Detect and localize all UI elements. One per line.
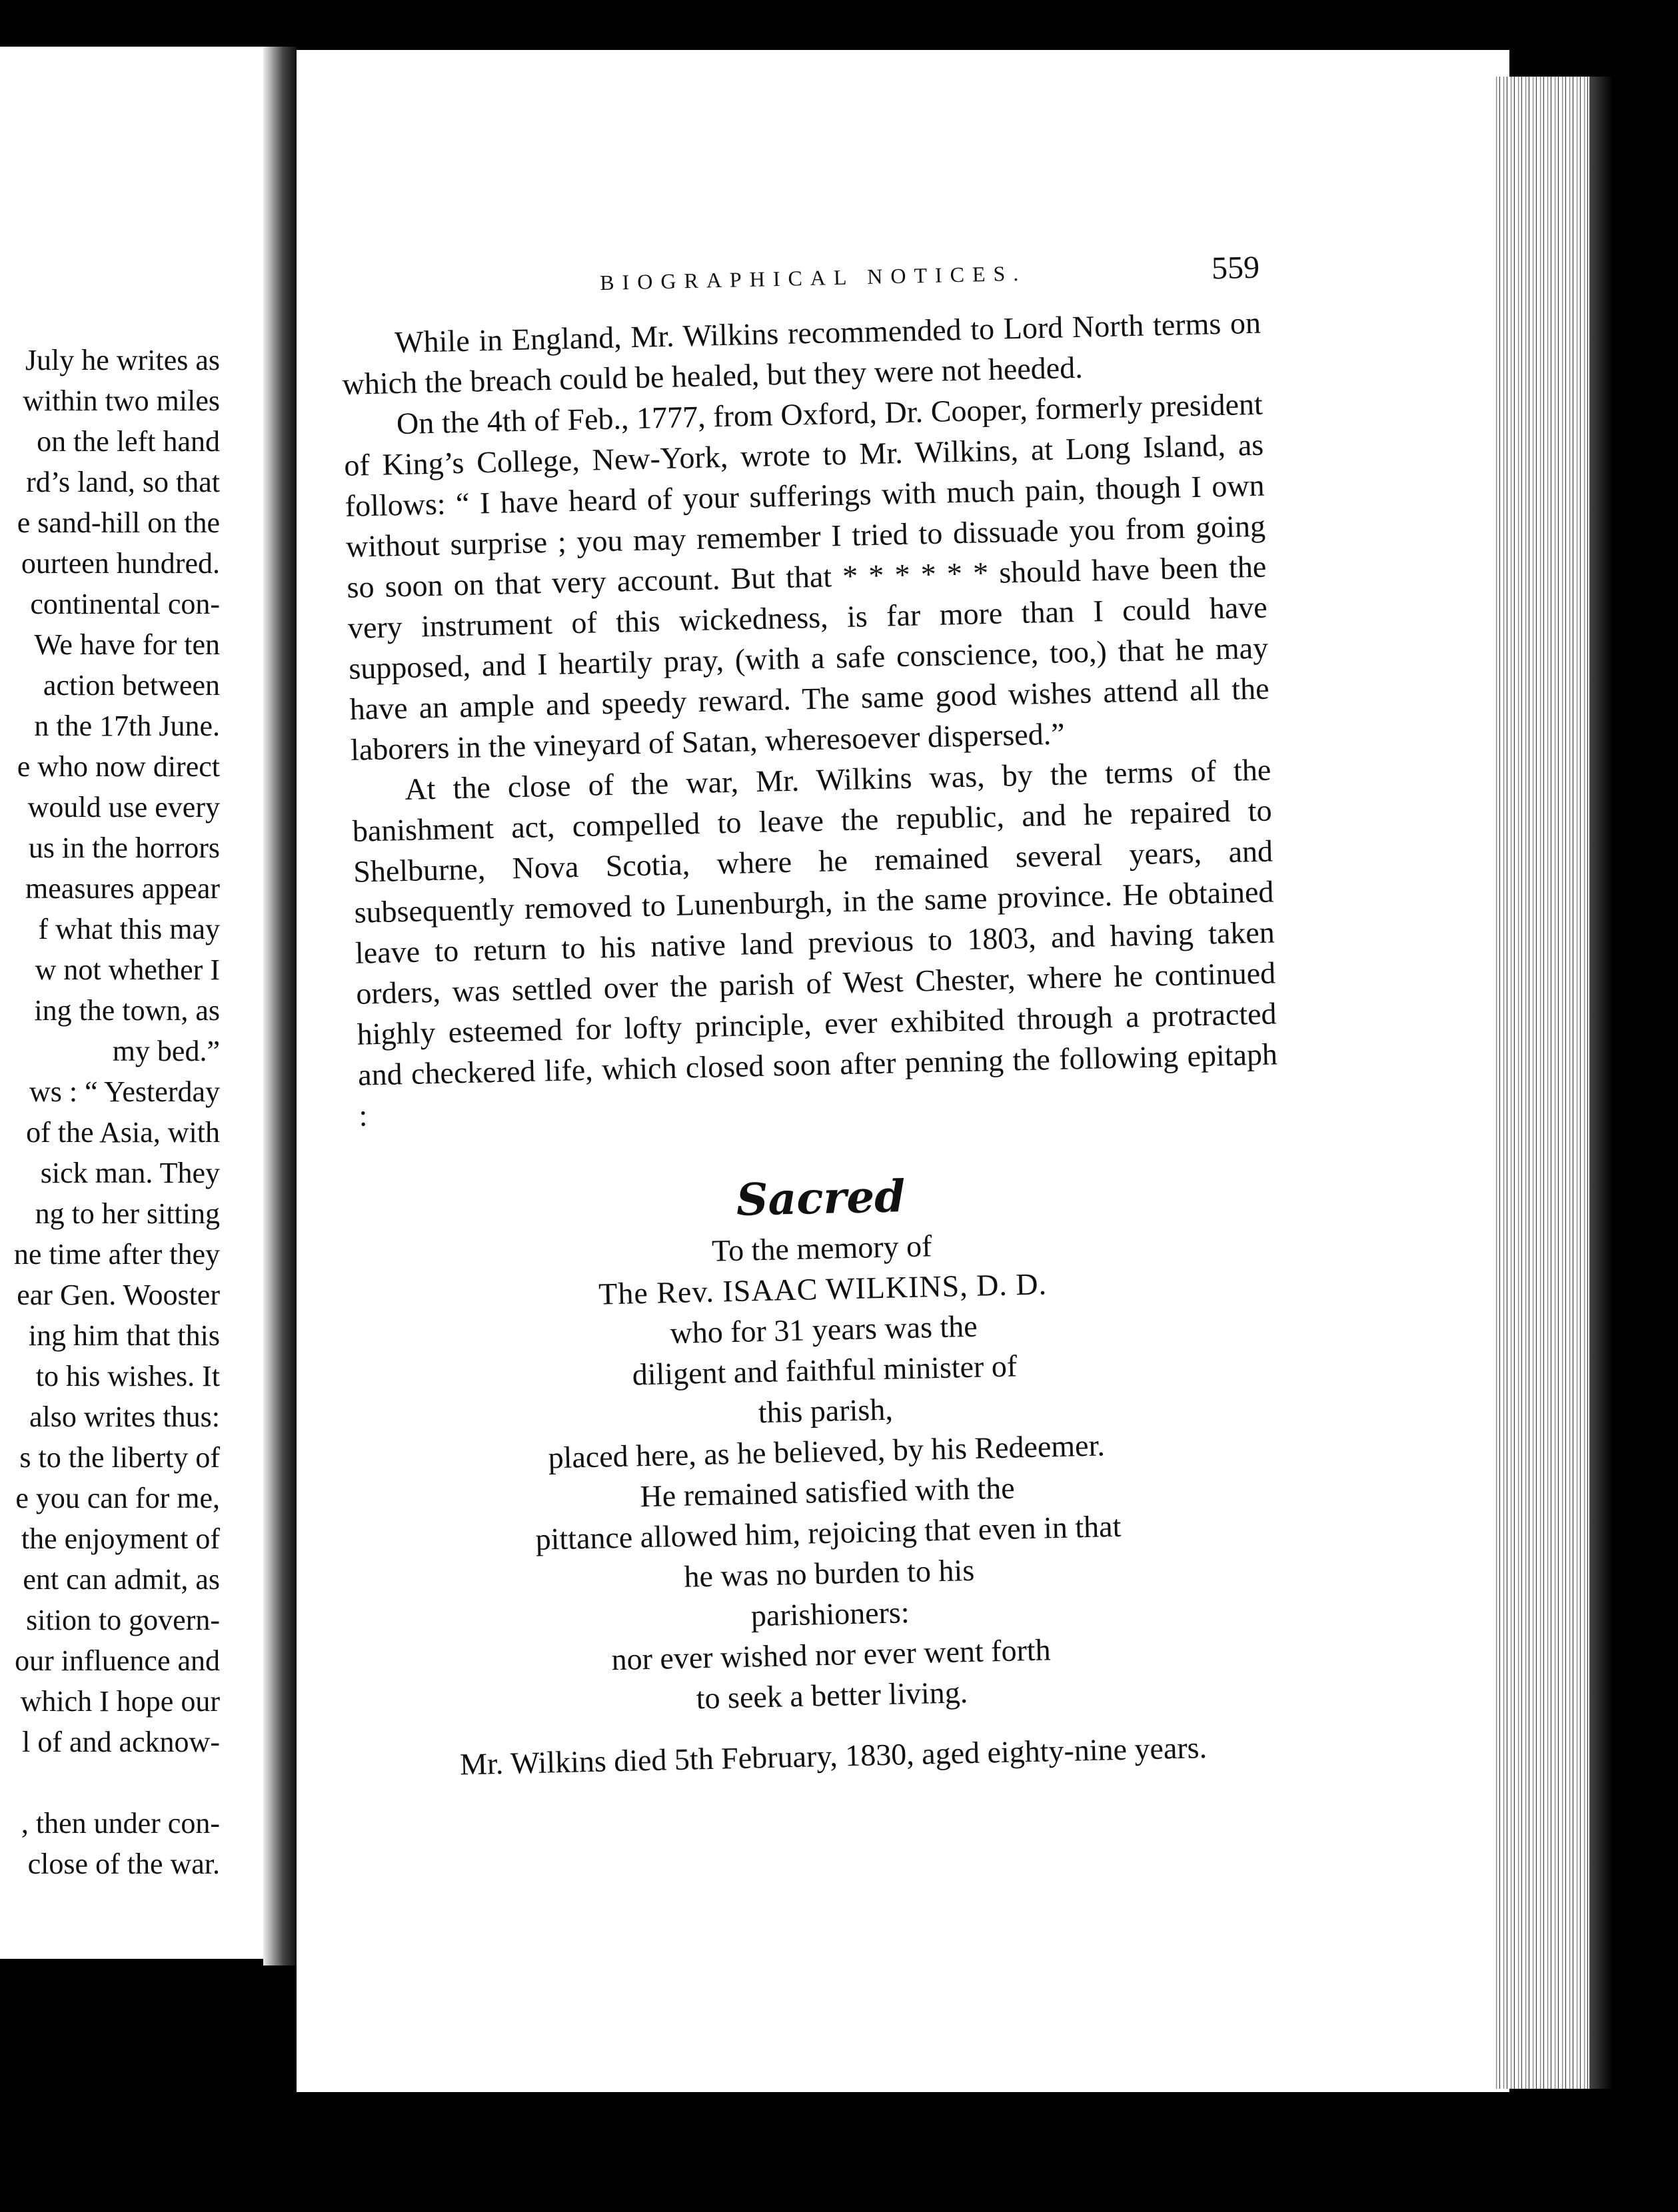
left-line: which I hope our [20,1685,220,1718]
left-line: , then under con- [21,1807,220,1840]
epitaph-name-line: The Rev. ISAAC WILKINS, D. D. [598,1267,1048,1311]
epitaph-line: nor ever wished nor ever went forth [611,1632,1052,1677]
left-line-gap [0,1762,220,1803]
left-line: ws : “ Yesterday [29,1075,220,1108]
body-text [341,302,1279,1136]
left-line: ng to her sitting [35,1197,220,1230]
left-line: of the Asia, with [26,1116,220,1149]
left-line: on the left hand [37,425,220,458]
epitaph-line: placed here, as he believed, by his Redeemer. [548,1428,1106,1475]
left-line: our influence and [15,1644,220,1677]
epitaph-heading: Sacred [735,1170,906,1226]
left-line: sick man. They [40,1157,220,1189]
epitaph-line: this parish, [758,1392,894,1430]
page-number: 559 [1211,249,1260,286]
book-gutter [263,47,297,1965]
left-line: ourteen hundred. [21,547,220,580]
left-line: ing him that this [28,1319,220,1352]
left-line: ing the town, as [34,994,220,1027]
left-line: e sand-hill on the [17,506,220,539]
left-line: ent can admit, as [23,1563,220,1596]
epitaph [361,1161,1292,1726]
epitaph-line: diligent and faithful minister of [632,1349,1018,1392]
left-line: ne time after they [13,1238,220,1271]
left-line: close of the war. [27,1848,220,1880]
paragraph: While in England, Mr. Wilkins recommended to Lord North terms on which the breach could be healed, but they were not heeded. [342,305,1261,401]
left-line: f what this may [38,913,220,945]
page-edge-shadow [1589,77,1613,2089]
left-line: my bed.” [112,1035,220,1067]
epitaph-line: parishioners: [750,1595,910,1633]
left-line: within two miles [23,384,220,417]
left-line: s to the liberty of [19,1441,220,1474]
closing-line: Mr. Wilkins died 5th February, 1830, aged eighty-nine years. [459,1730,1208,1782]
left-line: ear Gen. Wooster [17,1279,220,1311]
page-edges [1493,77,1589,2089]
paragraph: On the 4th of Feb., 1777, from Oxford, Dr. Cooper, formerly president of King’s College, New-York, wrote to Mr. Wilkins, at Long Island, as follows: “ I have heard of your sufferings with much pain, though I own without surprise ; you may remember I tried to dissuade you from going so soon on that very account. But that * * * * * * should have been the very instrument of this wickedness, is far more than I could have supposed, and I heartily pray, (with a safe conscience, too,) that he may have an ample and speedy reward. The same good wishes attend all the laborers in the vineyard of Satan, wheresoever dispersed.” [343,386,1269,767]
left-line: the enjoyment of [21,1522,220,1555]
left-line: sition to govern- [26,1604,220,1636]
paragraph: At the close of the war, Mr. Wilkins was, by the terms of the banishment act, compelled to leave the republic, and he repaired to Shelburne, Nova Scotia, where he remained several years, and subsequently removed to Lunenburgh, in the same province. He obtained leave to return to his native land previous to 1803, and having taken orders, was settled over the parish of West Chester, where he continued highly esteemed for lofty principle, ever exhibited through a protracted and checkered life, which closed soon after penning the following epitaph : [352,752,1278,1133]
left-line: also writes thus: [29,1400,220,1433]
left-line: action between [43,669,220,702]
left-line: n the 17th June. [34,710,220,742]
left-line: July he writes as [25,344,220,376]
epitaph-line: to seek a better living. [696,1675,968,1716]
left-page-text [0,340,220,1884]
running-title: BIOGRAPHICAL NOTICES. [599,261,1027,295]
left-line: e who now direct [17,750,220,783]
left-line: rd’s land, so that [26,466,220,498]
right-page-content [340,249,1293,1787]
left-line: We have for ten [34,628,220,661]
left-line: w not whether I [35,953,220,986]
left-line: l of and acknow- [22,1726,220,1758]
left-line: continental con- [30,588,220,620]
epitaph-line: he was no burden to his [683,1552,975,1594]
epitaph-line: pittance allowed him, rejoicing that even in that [535,1508,1122,1556]
left-line: would use every [27,791,220,824]
epitaph-line: To the memory of [711,1229,932,1268]
epitaph-line: He remained satisfied with the [640,1470,1016,1514]
left-line: e you can for me, [15,1482,220,1514]
epitaph-line: who for 31 years was the [669,1309,978,1351]
left-page [0,47,263,1959]
left-line: to his wishes. It [35,1360,220,1392]
left-line: us in the horrors [28,831,220,864]
left-line: measures appear [25,872,220,905]
